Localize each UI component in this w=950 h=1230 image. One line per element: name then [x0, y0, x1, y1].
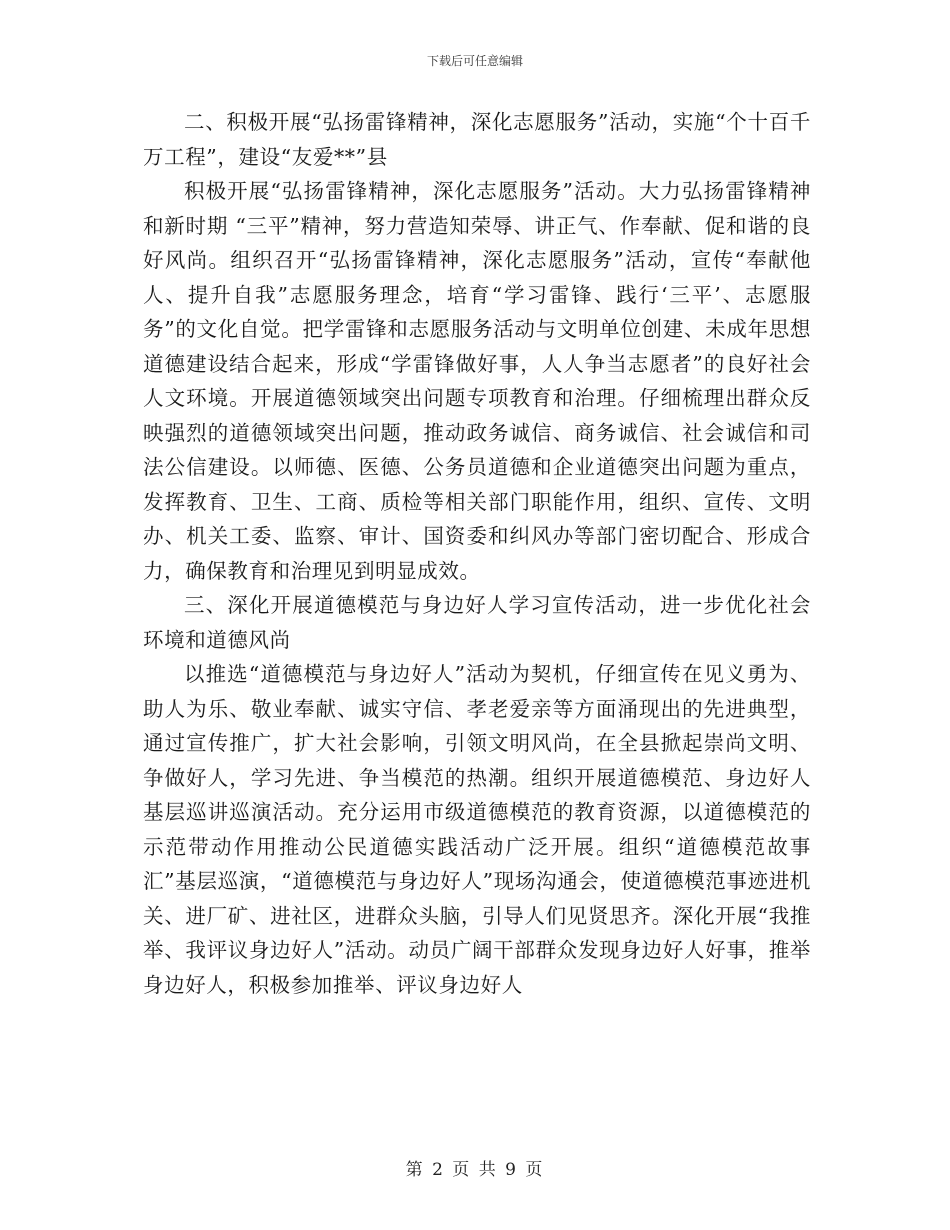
page-header-note: 下载后可任意编辑 [426, 54, 523, 68]
section-heading-3: 三、深化开展道德模范与身边好人学习宣传活动，进一步优化社会环境和道德风尚 [143, 593, 811, 652]
body-paragraph: 积极开展“弘扬雷锋精神，深化志愿服务”活动。大力弘扬雷锋精神和新时期 “三平”精神，努力营造知荣辱、讲正气、作奉献、促和谐的良好风尚。组织召开“弘扬雷锋精神，深化志愿服务”活动，宣传“奉献他人、提升自我”志愿服务理念，培育“学习雷锋、践行‘三平’、志愿服务”的文化自觉。把学雷锋和志愿服务活动与文明单位创建、未成年思想道德建设结合起来，形成“学雷锋做好事，人人争当志愿者”的良好社会人文环境。开展道德领域突出问题专项教育和治理。仔细梳理出群众反映强烈的道德领域突出问题，推动政务诚信、商务诚信、社会诚信和司法公信建设。以师德、医德、公务员道德和企业道德突出问题为重点，发挥教育、卫生、工商、质检等相关部门职能作用，组织、宣传、文明办、机关工委、监察、审计、国资委和纠风办等部门密切配合、形成合力，确保教育和治理见到明显成效。 [143, 179, 811, 583]
body-paragraph: 以推选“道德模范与身边好人”活动为契机，仔细宣传在见义勇为、助人为乐、敬业奉献、诚实守信、孝老爱亲等方面涌现出的先进典型，通过宣传推广，扩大社会影响，引领文明风尚，在全县掀起崇尚文明、争做好人，学习先进、争当模范的热潮。组织开展道德模范、身边好人基层巡讲巡演活动。充分运用市级道德模范的教育资源，以道德模范的示范带动作用推动公民道德实践活动广泛开展。组织“道德模范故事汇”基层巡演，“道德模范与身边好人”现场沟通会，使道德模范事迹进机关、进厂矿、进社区，进群众头脑，引导人们见贤思齐。深化开展“我推举、我评议身边好人”活动。动员广阔干部群众发现身边好人好事，推举身边好人，积极参加推举、评议身边好人 [143, 662, 811, 997]
page-number: 第 2 页 共 9 页 [405, 1160, 545, 1180]
document-body [143, 105, 811, 1002]
section-heading-2: 二、积极开展“弘扬雷锋精神，深化志愿服务”活动，实施“个十百千万工程”，建设“友爱**”县 [143, 110, 811, 169]
